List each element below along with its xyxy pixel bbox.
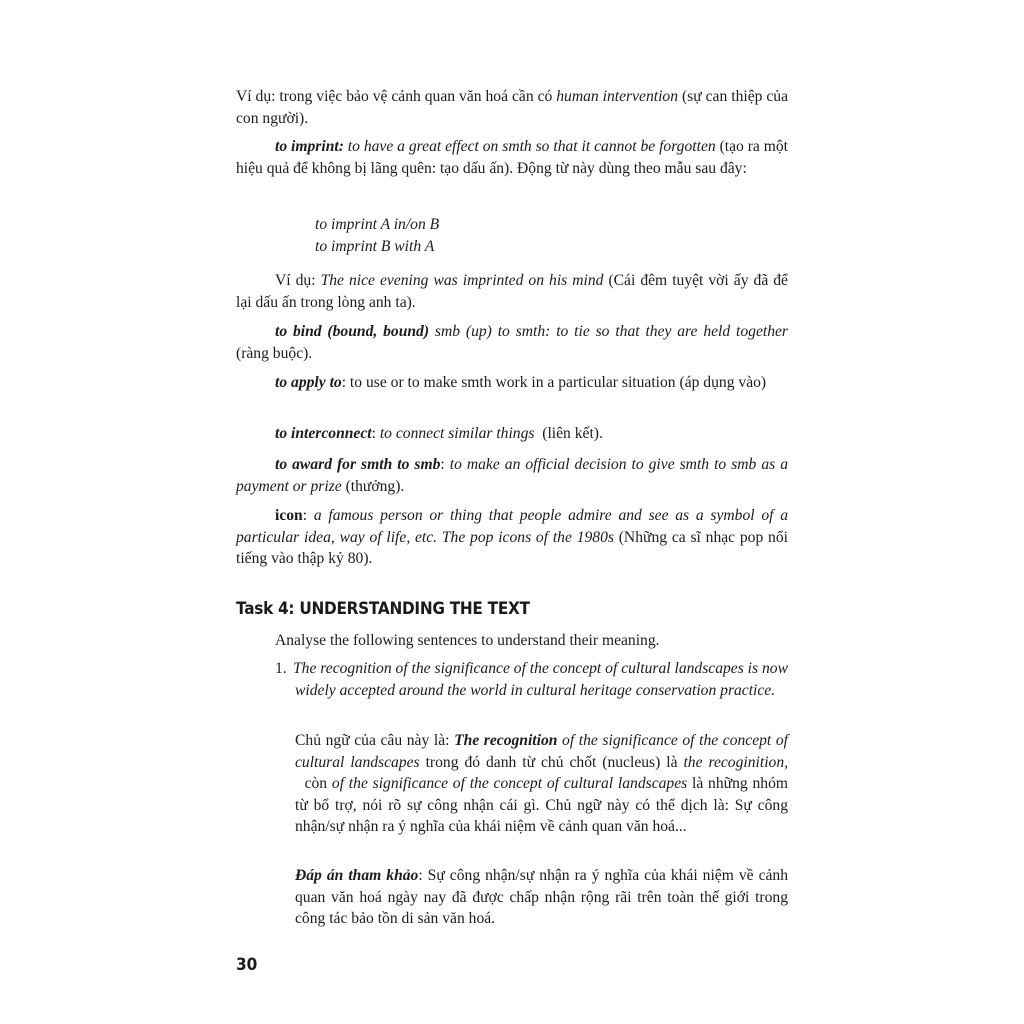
text: Chủ ngữ của câu này là:: [295, 732, 455, 749]
task-item-1: [275, 658, 788, 701]
translation: (ràng buộc).: [236, 344, 313, 362]
reference-answer: [295, 865, 788, 930]
text: còn: [295, 775, 332, 792]
text: là những nhóm từ bổ trợ, nói rõ sự công nhận cái gì. Chủ ngữ này có thể dịch là: Sự công nhận/sự nhận ra ý nghĩa của khái niệm về cảnh quan văn hoá...: [295, 775, 789, 835]
translation: (thưởng).: [341, 477, 405, 495]
term: human intervention: [556, 88, 679, 105]
vocab-term: to bind (bound, bound): [275, 323, 430, 340]
vocab-term: to award for smth to smb: [275, 456, 441, 473]
vocab-imprint: [236, 136, 788, 179]
translation: (liên kết).: [534, 425, 603, 442]
text: trong đó danh từ chủ chốt (nucleus) là: [419, 753, 684, 771]
translation: (Cái đêm tuyệt vời ấy đã để lại dấu ấn trong lòng anh ta).: [236, 272, 788, 311]
example-sentence: The nice evening was imprinted on his mind: [320, 272, 604, 289]
page-number: 30: [236, 955, 258, 975]
definition: to make an official decision to give smth to smb as a payment or prize: [236, 456, 788, 495]
text: :: [302, 507, 314, 524]
vocab-bind: [236, 321, 788, 364]
definition: : to use or to make smth work in a particular situation (áp dụng vào): [341, 374, 767, 391]
vocab-apply: [236, 372, 788, 394]
example-paragraph-intervention: [236, 86, 788, 129]
vocab-interconnect: [236, 423, 788, 445]
item-sentence: The recognition of the significance of the concept of cultural landscapes is now widely accepted around the world in cultural heritage conservation practice.: [293, 660, 788, 699]
text: :: [371, 425, 380, 442]
example-imprint: [236, 270, 788, 313]
phrase: of the significance of the concept of cultural landscapes: [295, 732, 788, 771]
imprint-patterns: [315, 214, 715, 258]
text: (sự can thiệp của con người).: [236, 88, 789, 127]
text: :: [440, 456, 450, 473]
definition: a famous person or thing that people admire and see as a symbol of a particular idea, way of life, etc. The pop icons of the 1980s: [236, 507, 789, 546]
vocab-icon: [236, 505, 788, 570]
vocab-term: to imprint:: [275, 138, 344, 155]
phrase: of the significance of the concept of cultural landscapes: [331, 775, 688, 792]
answer-label: Đáp án tham khảo: [295, 867, 419, 884]
section-heading: Task 4: UNDERSTANDING THE TEXT: [236, 599, 530, 619]
definition: smb (up) to smth: to tie so that they are held together: [429, 323, 788, 340]
task-instructions: Analyse the following sentences to understand their meaning.: [275, 632, 660, 649]
key-phrase: The recognition: [454, 732, 558, 749]
pattern-line: to imprint A in/on B: [315, 216, 440, 233]
definition: to have a great effect on smth so that it cannot be forgotten: [343, 138, 716, 155]
text: Ví dụ:: [275, 272, 321, 289]
phrase: the recoginition,: [683, 753, 789, 771]
text: Ví dụ: trong việc bảo vệ cảnh quan văn hoá cần có: [236, 88, 557, 105]
translation: (Những ca sĩ nhạc pop nổi tiếng vào thập kỷ 80).: [236, 528, 788, 567]
translation: (tạo ra một hiệu quả để không bị lãng quên: tạo dấu ấn). Động từ này dùng theo mẫu sau đây:: [236, 138, 788, 177]
analysis-paragraph: [295, 730, 788, 838]
vocab-term: icon: [275, 507, 303, 524]
item-number: 1.: [275, 660, 287, 677]
vocab-term: to apply to: [275, 374, 342, 391]
answer-text: : Sự công nhận/sự nhận ra ý nghĩa của khái niệm về cảnh quan văn hoá ngày nay đã được chấp nhận rộng rãi trên toàn thế giới trong công tác bảo tồn di sản văn hoá.: [295, 867, 789, 927]
vocab-award: [236, 454, 788, 497]
definition: to connect similar things: [379, 425, 535, 442]
vocab-term: to interconnect: [275, 425, 372, 442]
pattern-line: to imprint B with A: [315, 238, 435, 255]
